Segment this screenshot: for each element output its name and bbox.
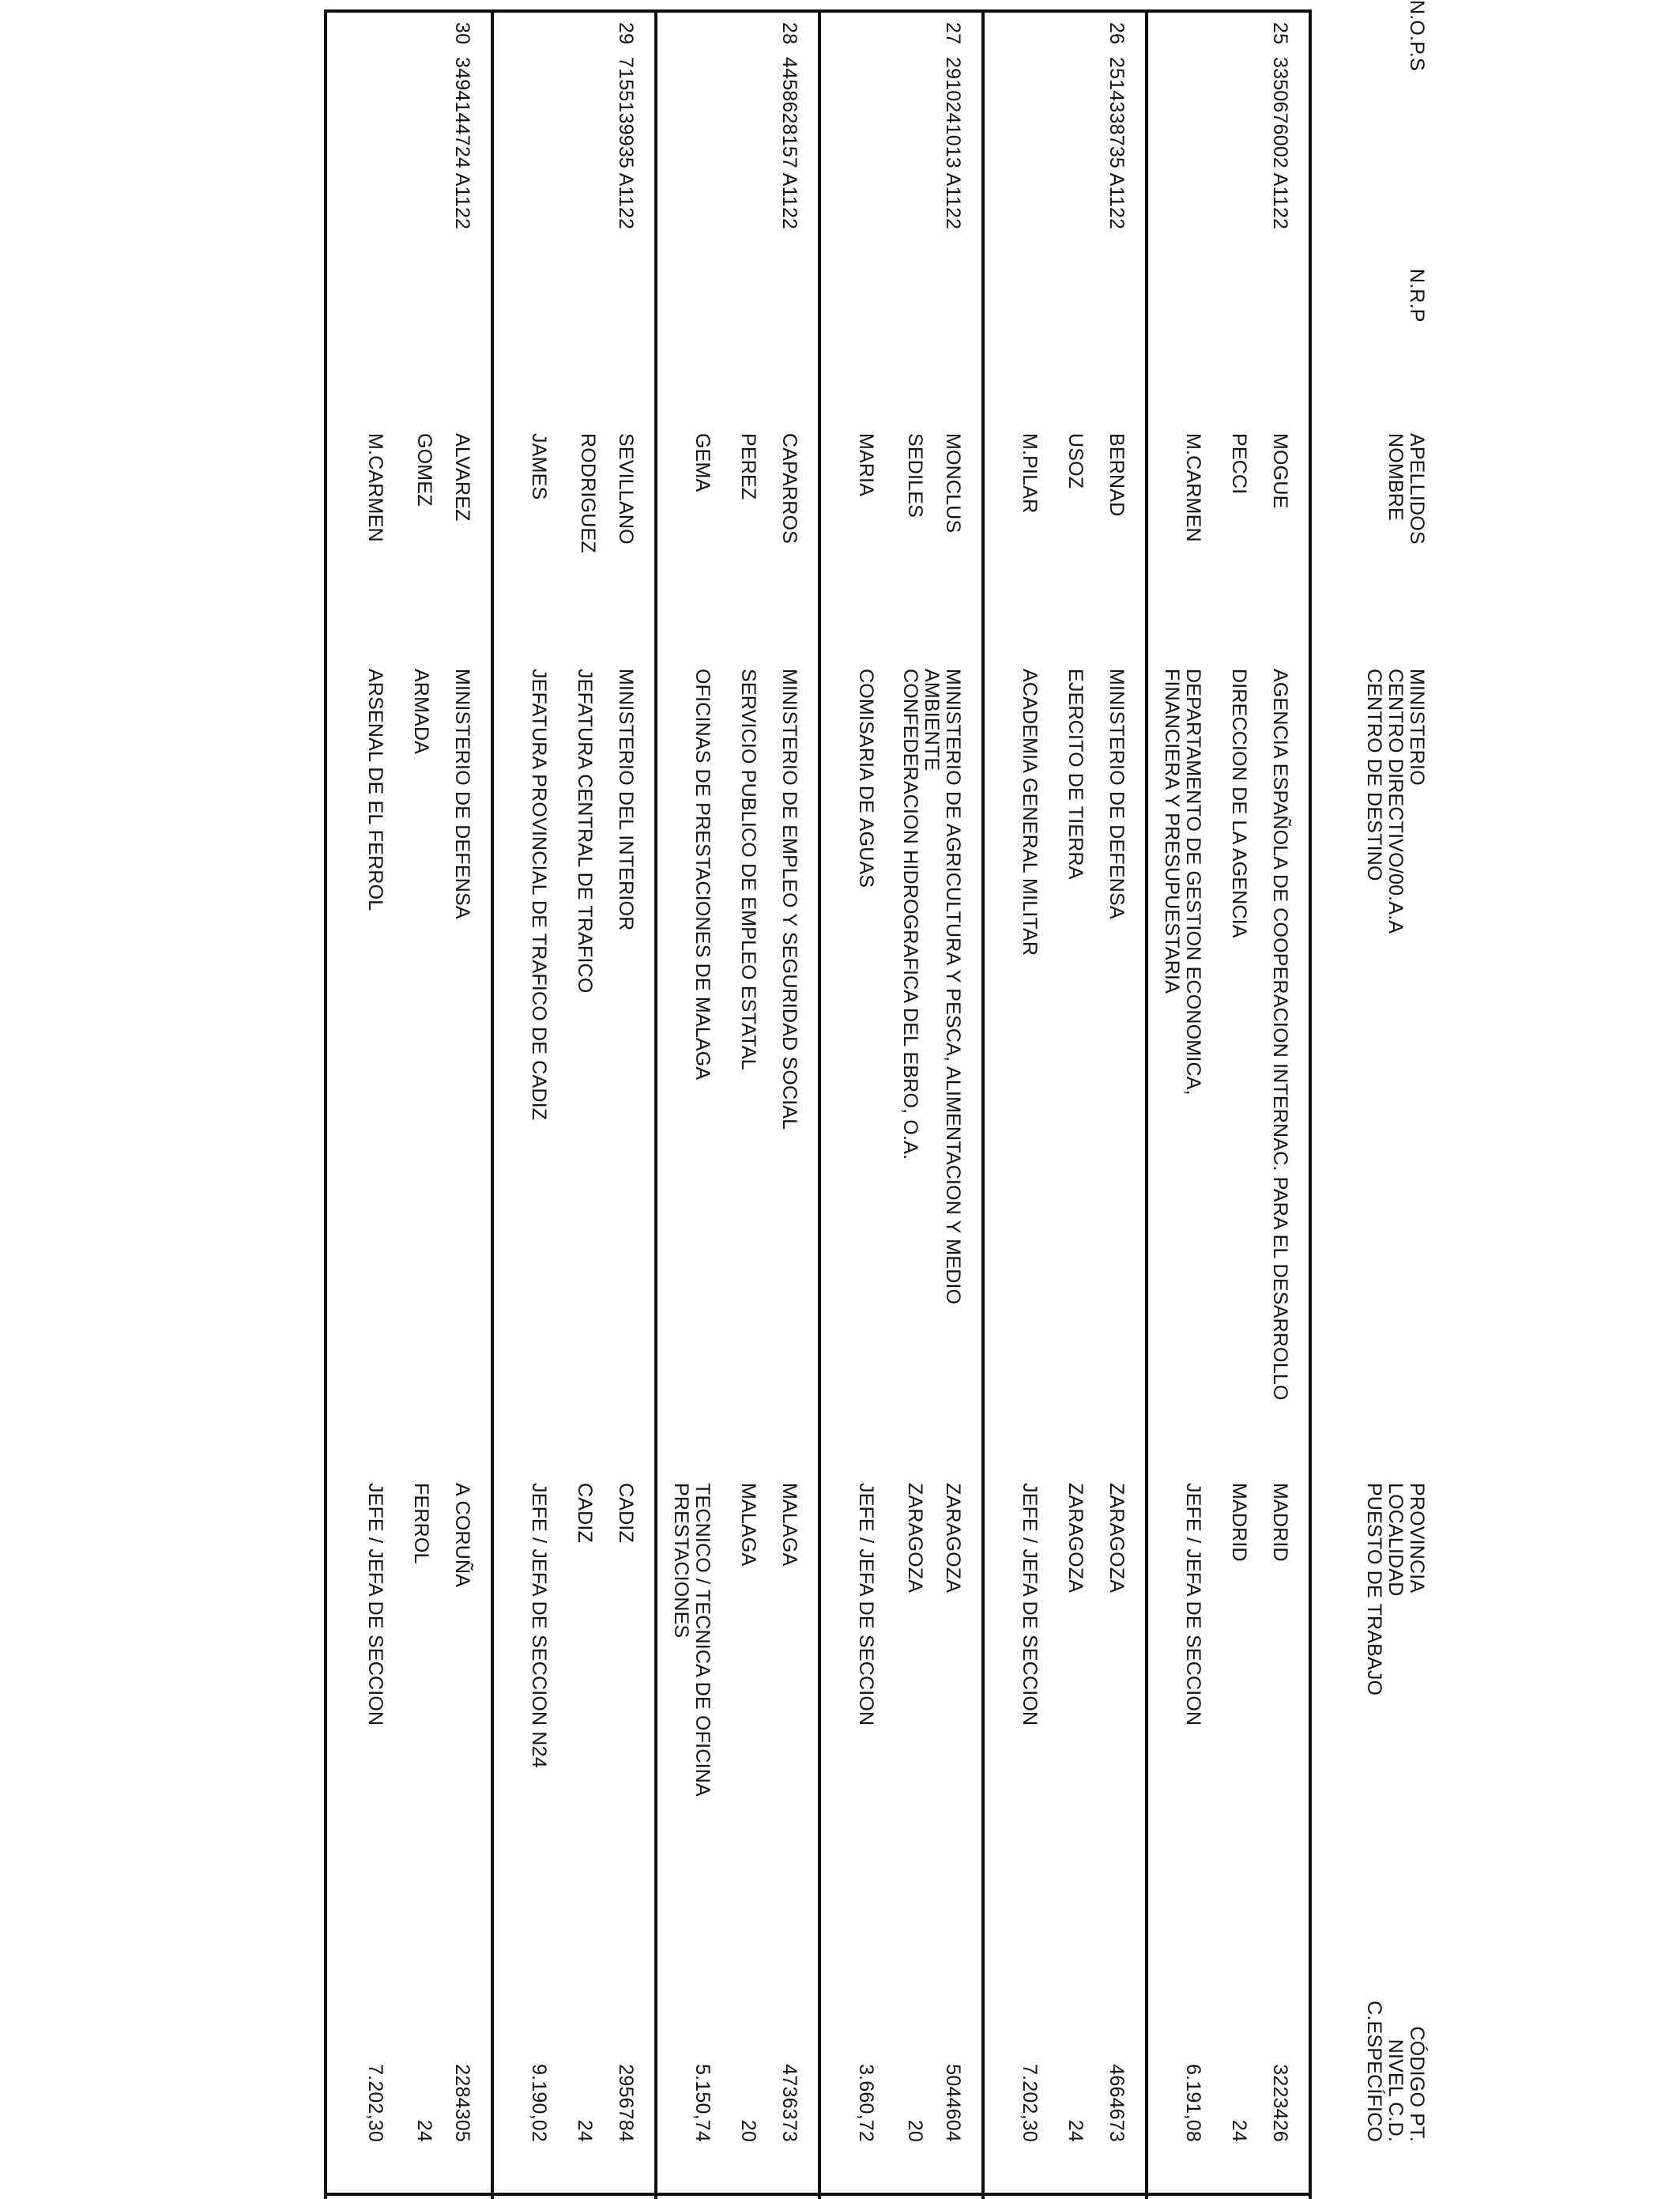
- row-divider: [491, 9, 494, 2199]
- row-centro-directivo: SERVICIO PUBLICO DE EMPLEO ESTATAL: [737, 669, 759, 1070]
- row-nrp: 7155139935 A1122: [615, 57, 637, 230]
- row-nops: 25: [1269, 22, 1291, 45]
- row-nops: 28: [778, 22, 800, 45]
- row-localidad: ZARAGOZA: [1064, 1483, 1087, 1594]
- row-apellido1: ALVAREZ: [451, 433, 473, 522]
- row-centro-directivo: EJERCITO DE TIERRA: [1064, 669, 1087, 880]
- row-divider: [654, 9, 657, 2199]
- header-provincia: [1363, 1483, 1427, 1695]
- row-nops: 29: [615, 22, 637, 45]
- row-ministerio: MINISTERIO DE DEFENSA: [451, 669, 473, 919]
- row-nrp: 2910241013 A1122: [942, 57, 964, 230]
- table-border-top: [1309, 9, 1312, 2199]
- row-divider: [981, 9, 985, 2199]
- row-ministerio: AGENCIA ESPAÑOLA DE COOPERACION INTERNAC. PARA EL DESARROLLO: [1269, 669, 1291, 1401]
- row-nivel: 20: [737, 2119, 759, 2142]
- row-centro-destino: ACADEMIA GENERAL MILITAR: [1019, 669, 1041, 956]
- row-apellido2: PECCI: [1228, 433, 1250, 495]
- row-apellido1: SEVILLANO: [615, 433, 637, 545]
- row-apellido1: CAPARROS: [778, 433, 800, 545]
- row-ministerio: MINISTERIO DE AGRICULTURA Y PESCA, ALIMENTACION Y MEDIO AMBIENTE: [921, 669, 964, 1305]
- row-ministerio: MINISTERIO DEL INTERIOR: [615, 669, 637, 931]
- row-localidad: CADIZ: [574, 1483, 596, 1543]
- row-nombre: GEMA: [691, 433, 714, 492]
- row-codigo: 4736373: [778, 2064, 800, 2142]
- row-localidad: MADRID: [1228, 1483, 1250, 1562]
- row-centro-destino: JEFATURA PROVINCIAL DE TRAFICO DE CADIZ: [528, 669, 550, 1121]
- row-nivel: 24: [1228, 2119, 1250, 2142]
- row-provincia: MALAGA: [778, 1483, 800, 1567]
- row-provincia: MADRID: [1269, 1483, 1291, 1562]
- header-localidad-line: LOCALIDAD: [1384, 1483, 1407, 1597]
- row-nombre: JAMES: [528, 433, 550, 500]
- row-centro-directivo: DIRECCION DE LA AGENCIA: [1228, 669, 1250, 938]
- row-puesto: JEFE / JEFA DE SECCION: [364, 1483, 386, 1726]
- row-codigo: 3223426: [1269, 2064, 1291, 2142]
- header-nombre-line: NOMBRE: [1384, 433, 1407, 521]
- row-nrp: 3350676002 A1122: [1269, 57, 1291, 230]
- row-nivel: 20: [904, 2119, 926, 2142]
- row-centro-directivo: JEFATURA CENTRAL DE TRAFICO: [574, 669, 596, 994]
- row-especifico: 7.202,30: [1019, 2064, 1041, 2142]
- row-apellido2: GOMEZ: [413, 433, 435, 507]
- header-centro-destino-line: CENTRO DE DESTINO: [1363, 669, 1385, 881]
- row-centro-destino: ARSENAL DE EL FERROL: [364, 669, 386, 911]
- row-puesto: JEFE / JEFA DE SECCION: [855, 1483, 877, 1726]
- row-centro-directivo: CONFEDERACION HIDROGRAFICA DEL EBRO, O.A.: [899, 669, 921, 1160]
- row-apellido2: PEREZ: [737, 433, 759, 500]
- row-codigo: 2284305: [451, 2064, 473, 2142]
- row-nombre: M.CARMEN: [364, 433, 386, 542]
- row-especifico: 3.660,72: [855, 2064, 877, 2142]
- row-ministerio: MINISTERIO DE DEFENSA: [1106, 669, 1128, 919]
- row-centro-destino: COMISARIA DE AGUAS: [855, 669, 877, 888]
- header-puesto-line: PUESTO DE TRABAJO: [1363, 1483, 1385, 1696]
- header-nops: N.O.P.S: [1406, 0, 1428, 71]
- row-provincia: CADIZ: [615, 1483, 637, 1543]
- row-nombre: M.PILAR: [1019, 433, 1041, 514]
- row-provincia: ZARAGOZA: [1106, 1483, 1128, 1594]
- row-codigo: 2956784: [615, 2064, 637, 2142]
- row-nops: 27: [942, 22, 964, 45]
- header-nrp: N.R.P: [1406, 269, 1428, 322]
- header-centro-directivo-line: CENTRO DIRECTIVO/00.A.A: [1384, 669, 1407, 934]
- header-codigo-line: CÓDIGO PT.: [1406, 2026, 1428, 2142]
- header-provincia-line: PROVINCIA: [1406, 1483, 1428, 1594]
- row-apellido2: SEDILES: [904, 433, 926, 519]
- header-nivel-line: NIVEL C.D.: [1384, 2039, 1407, 2142]
- row-centro-destino: OFICINAS DE PRESTACIONES DE MALAGA: [691, 669, 714, 1081]
- row-ministerio: MINISTERIO DE EMPLEO Y SEGURIDAD SOCIAL: [778, 669, 800, 1130]
- header-apellidos-line: APELLIDOS: [1406, 433, 1428, 545]
- row-nops: 26: [1106, 22, 1128, 45]
- row-codigo: 5044604: [942, 2064, 964, 2142]
- row-divider: [818, 9, 821, 2199]
- table-border-bottom: [324, 9, 327, 2199]
- header-ministerio: [1363, 669, 1427, 934]
- row-nrp: 2514338735 A1122: [1106, 57, 1128, 230]
- row-codigo: 4664673: [1106, 2064, 1128, 2142]
- row-especifico: 5.150,74: [691, 2064, 714, 2142]
- row-localidad: FERROL: [410, 1483, 432, 1564]
- row-nombre: M.CARMEN: [1182, 433, 1204, 542]
- row-nops: 30: [451, 22, 473, 45]
- row-localidad: MALAGA: [737, 1483, 759, 1567]
- row-provincia: ZARAGOZA: [942, 1483, 964, 1594]
- row-centro-directivo: ARMADA: [410, 669, 432, 755]
- row-localidad: ZARAGOZA: [904, 1483, 926, 1594]
- row-puesto: TECNICO / TECNICA DE OFICINA PRESTACIONES: [670, 1483, 714, 1796]
- header-especifico-line: C.ESPECÍFICO: [1363, 2001, 1385, 2142]
- header-codigo: [1363, 1976, 1427, 2142]
- row-apellido2: USOZ: [1064, 433, 1087, 489]
- row-nivel: 24: [1064, 2119, 1087, 2142]
- header-apellidos: [1384, 433, 1427, 545]
- row-nombre: MARIA: [855, 433, 877, 497]
- row-centro-destino: DEPARTAMENTO DE GESTION ECONOMICA, FINANCIERA Y PRESUPUESTARIA: [1161, 669, 1204, 1096]
- row-provincia: A CORUÑA: [451, 1483, 473, 1588]
- row-apellido1: MONCLUS: [942, 433, 964, 534]
- header-ministerio-line: MINISTERIO: [1406, 669, 1428, 786]
- row-puesto: JEFE / JEFA DE SECCION N24: [528, 1483, 550, 1768]
- row-nivel: 24: [574, 2119, 596, 2142]
- row-puesto: JEFE / JEFA DE SECCION: [1182, 1483, 1204, 1726]
- row-nivel: 24: [413, 2119, 435, 2142]
- row-apellido1: MOGUE: [1269, 433, 1291, 509]
- row-divider: [1145, 9, 1148, 2199]
- row-especifico: 6.191,08: [1182, 2064, 1204, 2142]
- row-nrp: 3494144724 A1122: [451, 57, 473, 230]
- row-especifico: 7.202,30: [364, 2064, 386, 2142]
- row-nrp: 4458628157 A1122: [778, 57, 800, 230]
- row-apellido1: BERNAD: [1106, 433, 1128, 517]
- row-puesto: JEFE / JEFA DE SECCION: [1019, 1483, 1041, 1726]
- row-especifico: 9.190,02: [528, 2064, 550, 2142]
- row-apellido2: RODRIGUEZ: [577, 433, 599, 553]
